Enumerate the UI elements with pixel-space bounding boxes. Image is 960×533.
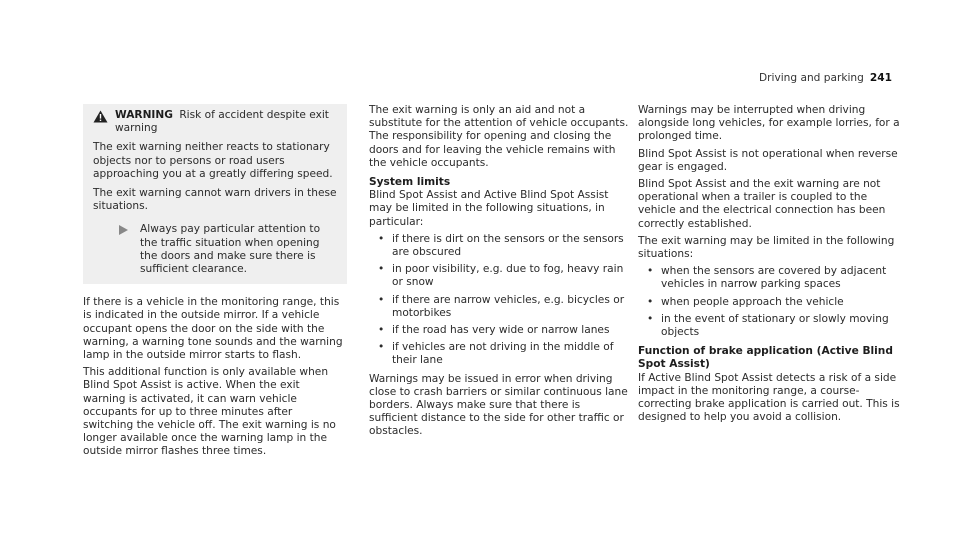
body-paragraph: Warnings may be issued in error when driving close to crash barriers or similar continuous lane borders. Always make sure that there is sufficient distance to the side for other traffic or obstacles. [369,372,628,438]
section-title: Driving and parking [759,72,864,84]
body-paragraph: If there is a vehicle in the monitoring range, this is indicated in the outside mirror. If a vehicle occupant opens the door on the side with the warning, a warning tone sounds and the warning lamp in the outside mirror starts to flash. [83,296,343,362]
limits-list [369,233,631,368]
list-item: • if vehicles are not driving in the middle of their lane [369,341,631,367]
body-paragraph: This additional function is only available when Blind Spot Assist is active. When the exit warning is activated, it can warn vehicle occupants for up to three minutes after switching the vehicle off. The exit warning is no longer available once the warning lamp in the outside mirror flashes three times. [83,366,336,458]
body-paragraph: The exit warning is only an aid and not a substitute for the attention of vehicle occupants. The responsibility for opening and closing the doors and for leaving the vehicle remains with the vehicle occupants. [369,104,629,169]
warning-text: The exit warning cannot warn drivers in these situations. [93,187,337,213]
column-right [638,104,900,428]
list-item: • if there is dirt on the sensors or the sensors are obscured [369,233,631,259]
warning-header [93,109,337,135]
body-paragraph: Blind Spot Assist and Active Blind Spot Assist may be limited in the following situations, in particular: [369,189,609,228]
list-item: • if there are narrow vehicles, e.g. bicycles or motorbikes [369,294,631,320]
list-item: • in poor visibility, e.g. due to fog, heavy rain or snow [369,263,631,289]
warning-box [83,104,347,284]
list-item: • when the sensors are covered by adjacent vehicles in narrow parking spaces [638,265,900,291]
body-paragraph: Blind Spot Assist and the exit warning are not operational when a trailer is coupled to the vehicle and the electrical connection has been correctly established. [638,178,886,230]
warning-text: The exit warning neither reacts to stationary objects nor to persons or road users approaching you at a greatly differing speed. [93,141,333,180]
list-item: • in the event of stationary or slowly moving objects [638,313,900,339]
page-number: 241 [869,72,892,84]
warning-title-block [115,109,337,135]
column-left [83,104,345,463]
column-middle [369,104,631,443]
warning-action [93,223,337,276]
arrow-right-icon [119,225,129,276]
body-paragraph: Warnings may be interrupted when driving alongside long vehicles, for example lorries, for a prolonged time. [638,104,900,143]
list-item: • if the road has very wide or narrow lanes [369,324,631,337]
body-paragraph: The exit warning may be limited in the following situations: [638,234,895,261]
warning-title: Risk of accident despite exit warning [115,109,329,135]
page-header [759,72,892,85]
warning-action-text: Always pay particular attention to the traffic situation when opening the doors and make sure there is sufficient clearance. [140,223,321,276]
section-heading-brake-application: Function of brake application (Active Blind Spot Assist) [638,345,893,371]
section-heading-system-limits: System limits [369,176,451,189]
body-paragraph: If Active Blind Spot Assist detects a risk of a side impact in the monitoring range, a course-correcting brake application is carried out. This is designed to help you avoid a collision. [638,371,900,424]
exit-warning-limits-list [638,265,900,339]
warning-label: WARNING [115,109,173,121]
body-paragraph: Blind Spot Assist is not operational when reverse gear is engaged. [638,147,898,173]
warning-triangle-icon [93,110,109,127]
list-item: • when people approach the vehicle [638,296,900,309]
